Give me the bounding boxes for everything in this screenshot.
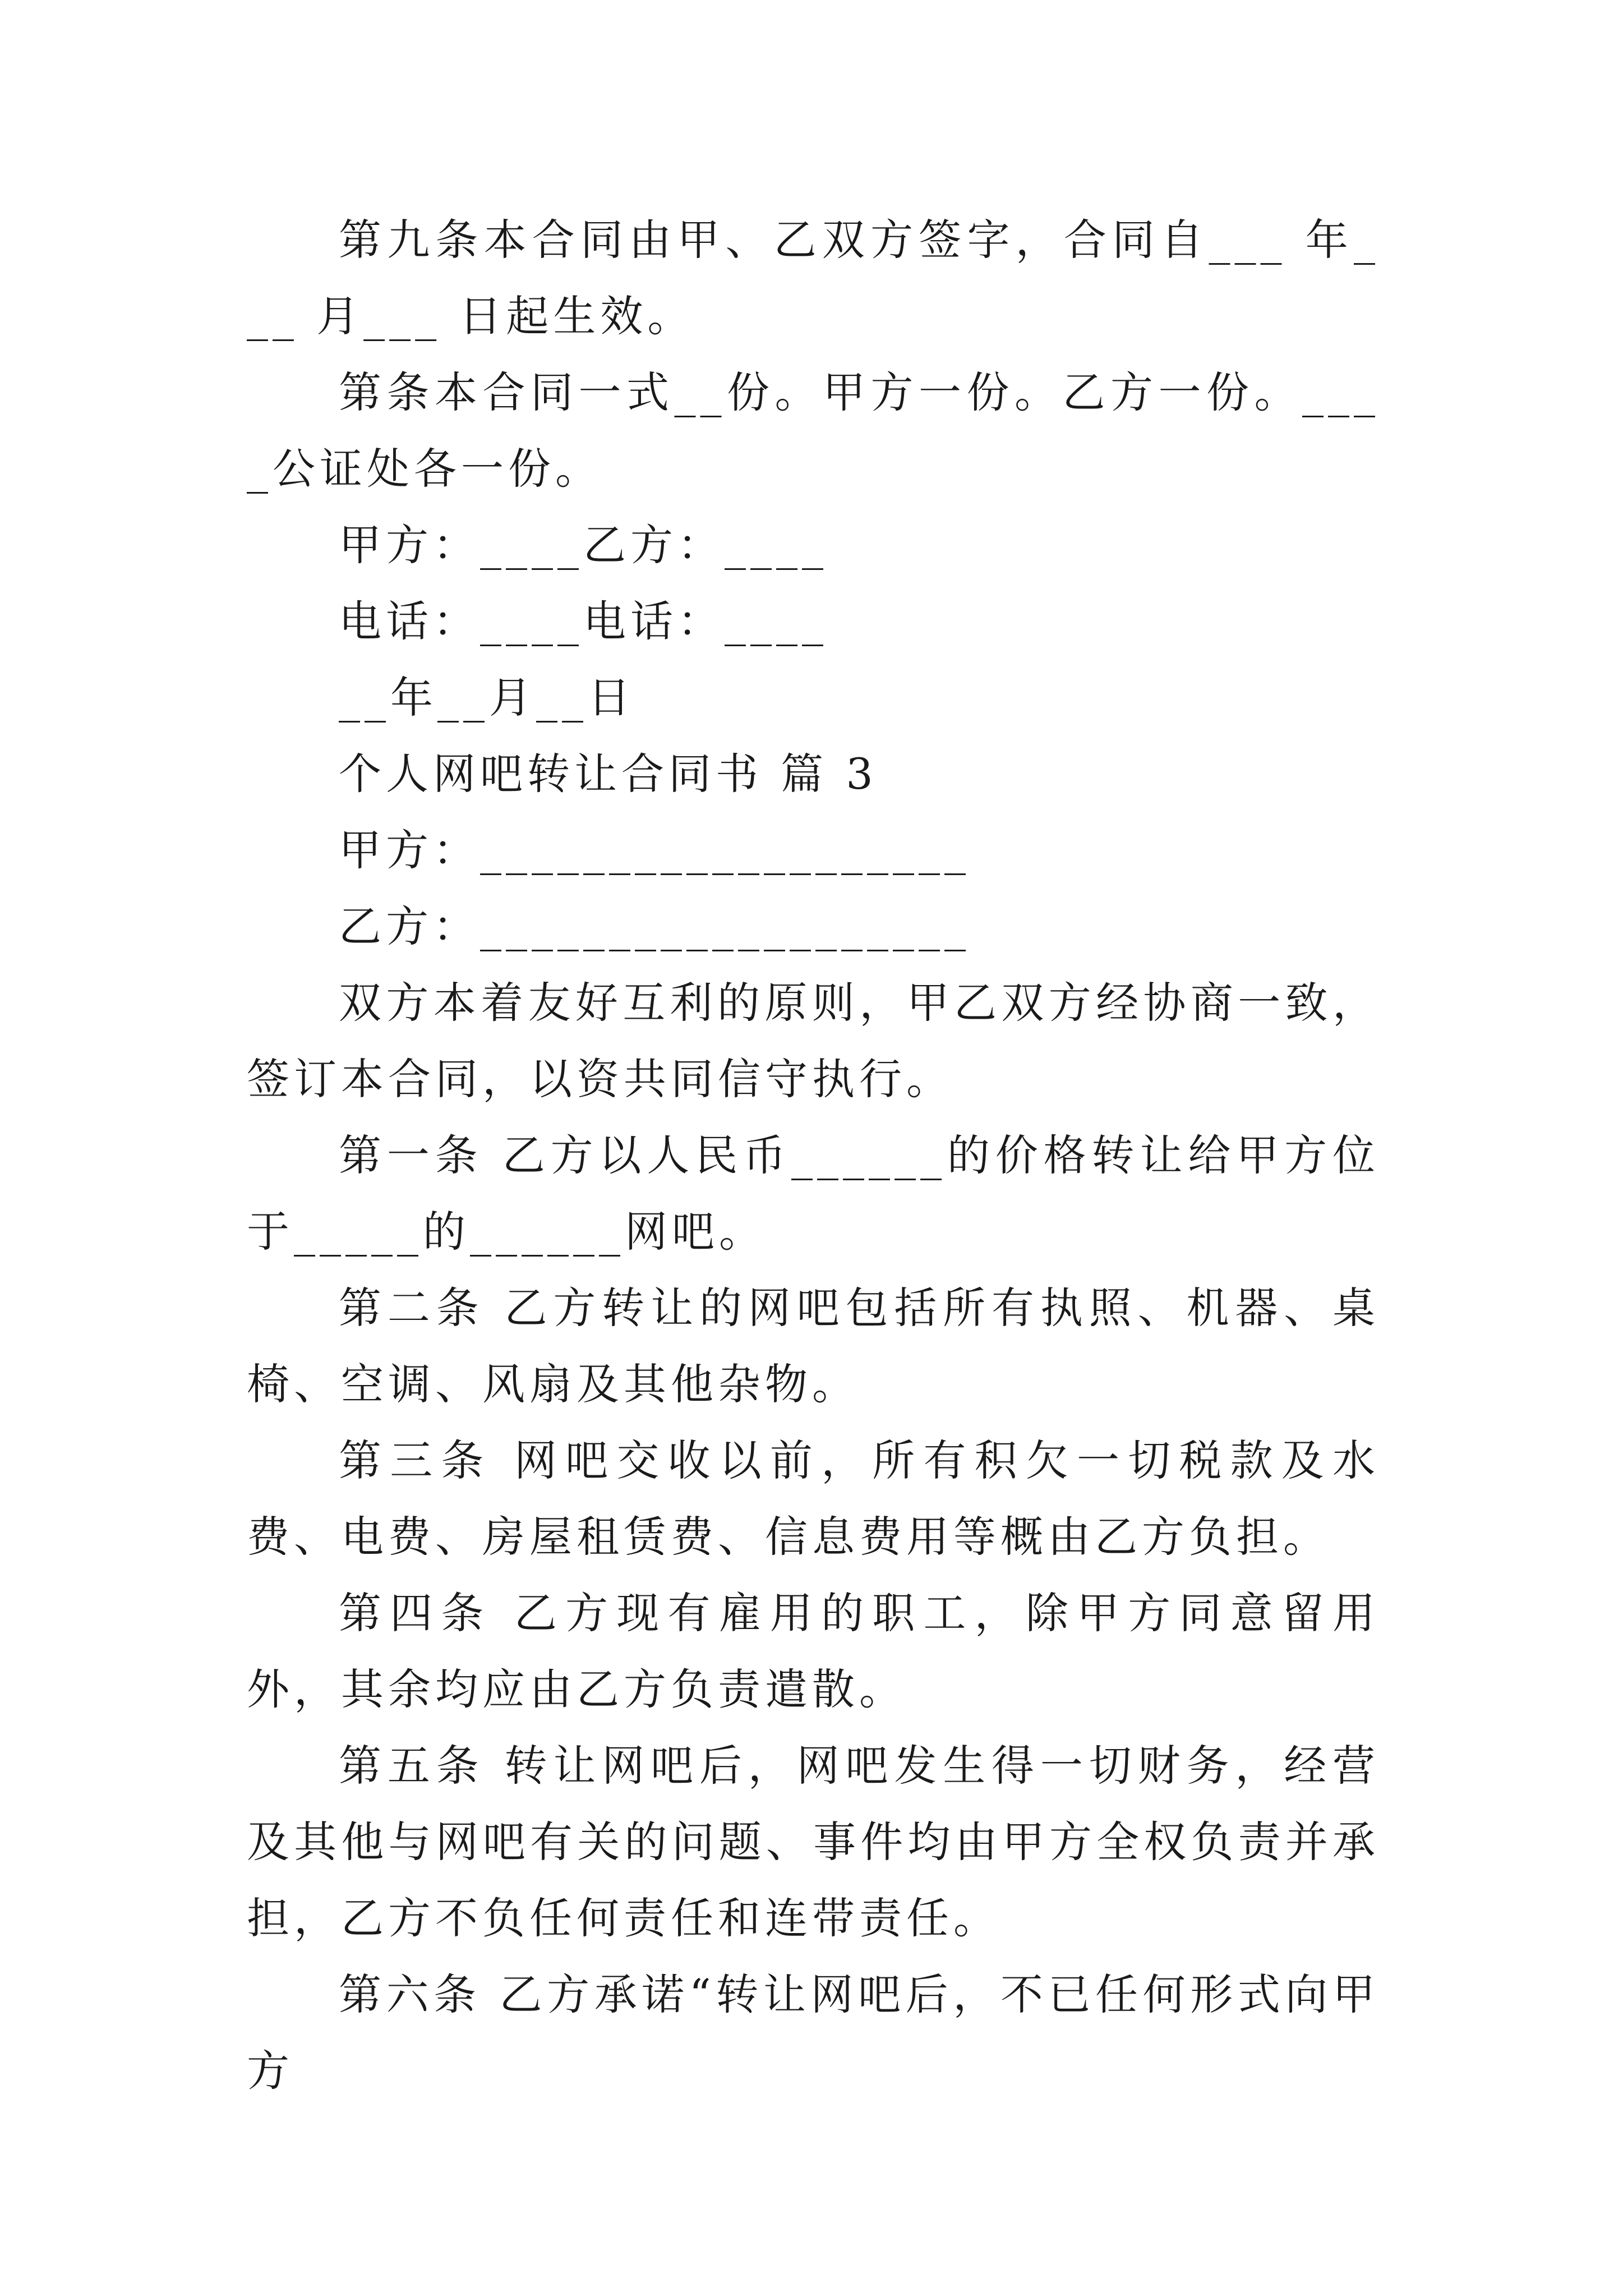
preamble: 双方本着友好互利的原则，甲乙双方经协商一致，签订本合同，以资共同信守执行。 xyxy=(247,978,1380,1104)
clause-5: 第五条 转让网吧后，网吧发生得一切财务，经营及其他与网吧有关的问题、事件均由甲方全权负责并承担，乙方不负任何责任和连带责任。 xyxy=(247,1741,1380,1943)
party-signature-line: 甲方：____乙方：____ xyxy=(339,520,828,570)
clause-9-effective-date: 第九条本合同由甲、乙双方签字，合同自___ 年___ 月___ 日起生效。 xyxy=(247,215,1380,341)
clause-6: 第六条 乙方承诺“转让网吧后，不已任何形式向甲方 xyxy=(247,1970,1380,2096)
clause-4: 第四条 乙方现有雇用的职工，除甲方同意留用外，其余均应由乙方负责遣散。 xyxy=(247,1588,1380,1714)
document-body xyxy=(247,202,1380,2109)
phone-line: 电话：____电话：____ xyxy=(339,596,828,646)
clause-3: 第三条 网吧交收以前，所有积欠一切税款及水费、电费、房屋租赁费、信息费用等概由乙方负担。 xyxy=(247,1435,1380,1562)
section-title: 个人网吧转让合同书 篇 3 xyxy=(339,749,878,799)
clause-1: 第一条 乙方以人民币______的价格转让给甲方位于_____的______网吧。 xyxy=(247,1130,1380,1257)
party-b-line: 乙方：___________________ xyxy=(339,901,970,951)
party-a-line: 甲方：___________________ xyxy=(339,825,970,875)
clause-10-copies: 第条本合同一式__份。甲方一份。乙方一份。____公证处各一份。 xyxy=(247,367,1380,494)
date-line: __年__月__日 xyxy=(339,673,635,723)
clause-2: 第二条 乙方转让的网吧包括所有执照、机器、桌椅、空调、风扇及其他杂物。 xyxy=(247,1283,1380,1409)
